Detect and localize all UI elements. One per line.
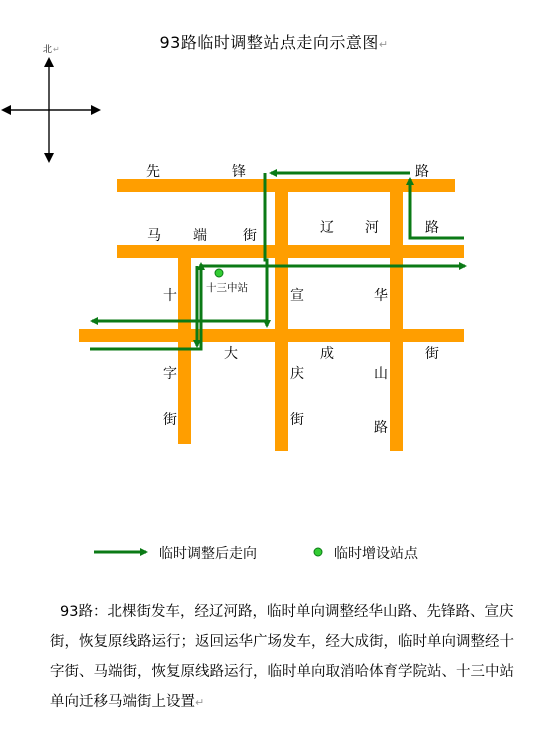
street-char-huashan-2: 山 — [374, 366, 388, 382]
street-char-shizi-1: 十 — [163, 288, 177, 304]
temporary-stop-dot — [215, 269, 223, 277]
street-char-dacheng-2: 成 — [320, 346, 334, 362]
street-char-xuanqing-2: 庆 — [290, 366, 304, 382]
legend-stop-label: 临时增设站点 — [334, 546, 418, 562]
compass — [4, 43, 98, 160]
description-paragraph — [50, 597, 520, 718]
road-maduan — [117, 245, 464, 258]
road-xuanqing — [275, 179, 288, 451]
road-dacheng — [79, 329, 464, 342]
street-char-xuanqing-1: 宣 — [290, 288, 304, 304]
paragraph-mark: ↵ — [378, 38, 389, 51]
street-char-shizi-2: 字 — [163, 366, 177, 382]
street-char-maduan-3: 街 — [243, 228, 257, 244]
paragraph-mark: ↵ — [53, 45, 60, 54]
legend-stop-dot-icon — [314, 548, 322, 556]
street-char-shizi-3: 街 — [163, 412, 177, 428]
station-label: 十三中站 — [206, 282, 248, 294]
street-char-xianfeng-3: 路 — [415, 164, 429, 180]
title-text: 93路临时调整站点走向示意图 — [159, 33, 379, 52]
description-text: 93路：北棵街发车，经辽河路，临时单向调整经华山路、先锋路、宣庆街，恢复原线路运行；返回运华广场发车，经大成街，临时单向调整经十字街、马端街，恢复原线路运行，临时单向取消哈体育学院站、十三中站单向迁移马端街上设置 — [50, 604, 514, 710]
street-char-dacheng-1: 大 — [224, 346, 238, 362]
street-char-liaohe-3: 路 — [425, 220, 439, 236]
street-char-huashan-1: 华 — [374, 288, 388, 304]
street-char-dacheng-3: 街 — [425, 346, 439, 362]
road-shizi — [178, 258, 191, 444]
road-huashan — [390, 179, 403, 451]
street-char-xuanqing-3: 街 — [290, 412, 304, 428]
street-char-liaohe-2: 河 — [365, 220, 379, 236]
street-char-liaohe-1: 辽 — [320, 220, 334, 236]
paragraph-mark: ↵ — [195, 696, 205, 709]
street-char-xianfeng-2: 锋 — [232, 164, 246, 180]
street-char-huashan-3: 路 — [374, 420, 388, 436]
legend-route-label: 临时调整后走向 — [159, 546, 257, 562]
street-char-xianfeng-1: 先 — [146, 164, 160, 180]
roads — [79, 179, 464, 451]
compass-north-label: 北 — [43, 45, 53, 55]
street-char-maduan-2: 端 — [193, 228, 207, 244]
street-char-maduan-1: 马 — [147, 228, 161, 244]
